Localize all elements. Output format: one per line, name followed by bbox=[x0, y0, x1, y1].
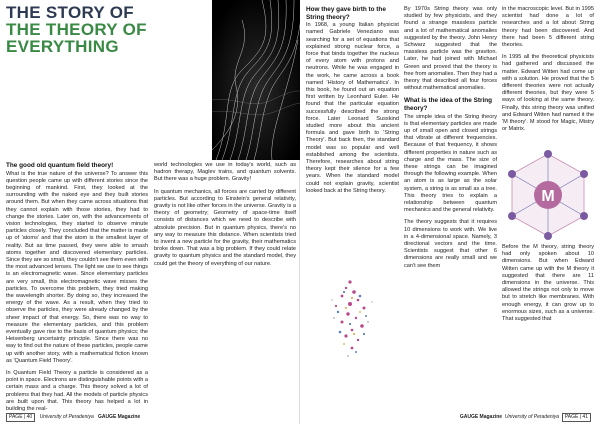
section-heading-string-idea: What is the idea of the String theory? bbox=[404, 97, 493, 113]
left-column-2 bbox=[154, 162, 296, 408]
strings-illustration bbox=[212, 0, 300, 160]
left-page-footer bbox=[6, 413, 140, 422]
footer-magazine: GAUGE Magazine bbox=[459, 414, 503, 420]
vibrating-strings-graphic bbox=[212, 0, 300, 160]
paragraph: In quantum mechanics, all forces are carried by different particles. But according to Einstein's general relativity, gravity is not like other forces in the universe. Gravity is a theory of geometry; Geometry of space-time itself consists of distances which we need to describe with absolute precision. But in quantum physics, there's no any way to measure this distance. When scientists tried to invent a new particle for the gravity, their mathematics broke down. That was a big problem. If they could relate gravity to quantum physics and the standard model, they could get the theory of everything of our nature. bbox=[154, 188, 296, 267]
left-column-1 bbox=[6, 162, 149, 413]
title-line-2: THE THEORY OF EVERYTHING bbox=[6, 20, 147, 56]
right-page bbox=[300, 0, 600, 424]
paragraph: In 1968, a young Italian physicist named Gabriele Veneziano was searching for a set of equations that explained strong nuclear force, a force that binds together the nucleus of every atom with protons and neutrons. While he was engaged in the work, he came across a book named 'History of Mathematics'. In this book, he found out an equation first written by Leonhard Euler. He found that the particular equation successfully described the strong force. Later Leonard Susskind studied more about this ancient formula and gave birth to 'String Theory'. But back then, the standard model was so popular and well established among the scientists. Therefore, researches about string theory kept their silence for a few years. When the standard model could not explain gravity, scientist looked back at the String theory. bbox=[306, 22, 399, 194]
particles-graphic bbox=[306, 272, 399, 362]
footer-university: University of Peradeniya bbox=[39, 414, 94, 420]
m-theory-illustration bbox=[506, 150, 590, 240]
right-column-1 bbox=[306, 6, 399, 270]
paragraph: By 1970s String theory was only studied by few physicists, and they found a strange massless particle and a lot of mathematical anomalies suggested by the theory. John Henry Schwarz suggested that the massless particle was the graviton. Later, he had joined with Michael Green and proved that the theory is free from anomalies. Then they had a theory that described all four forces without mathematical anomalies. bbox=[404, 6, 497, 92]
paragraph: in the macroscopic level. But in 1995 scientist had done a lot of researches and a lot about String theory had been discovered. And there had been 5 different string theories. bbox=[502, 6, 594, 49]
paragraph: world technologies we use in today's world, such as hadron therapy, Maglev trains, and quantum solvents. But there was a huge problem. Gravity! bbox=[154, 162, 296, 183]
footer-university: University of Peradeniya bbox=[504, 414, 560, 420]
page-number: PAGE | 41 bbox=[562, 413, 591, 422]
m-theory-graphic bbox=[506, 150, 590, 240]
right-column-3-lower bbox=[502, 244, 594, 410]
right-column-2 bbox=[404, 6, 497, 406]
page-number: PAGE | 40 bbox=[6, 413, 35, 422]
paragraph: The simple idea of the String theory is that elementary particles are made up of small open and closed strings that vibrate at different frequencies. Because of that frequency, it shows different properties in nature such as charge and the mass. The size of these strings can be imagined through the following example. When an atom is as large as the solar system, a string is as small as a tree. This theory tries to explain a relationship between quantum mechanics and the general relativity. bbox=[404, 113, 497, 214]
paragraph: In Quantum Field Theory a particle is considered as a point in space. Electrons are distinguishable points with a certain mass and a charge. This theory solved a lot of problems that they had. All the models of particle physics are built upon that. This theory has helped a lot in building the real- bbox=[6, 370, 148, 413]
section-heading-string-birth: How they gave birth to the String theory? bbox=[306, 6, 386, 21]
particle-cluster-illustration bbox=[306, 272, 399, 362]
m-theory-letter: M bbox=[541, 188, 555, 205]
section-heading-quantum-field: The good old quantum field theory! bbox=[6, 162, 114, 169]
title-line-1: THE STORY OF bbox=[6, 3, 134, 22]
footer-magazine: GAUGE Magazine bbox=[97, 414, 141, 420]
right-column-3 bbox=[502, 6, 594, 148]
right-page-footer bbox=[460, 413, 594, 422]
paragraph: The theory suggests that it requires 10 dimensions to work with. We live in a 4-dimensional space. Namely, 3 directional vectors and the time. Scientists suggest that other 6 dimensions are really small and we can't see them bbox=[404, 219, 497, 269]
article-title bbox=[6, 4, 210, 55]
paragraph: What is the true nature of the universe? To answer this question people came up with different stories since the beginning of mankind. First, they looked at the surrounding with the naked eye and they built stories around them. But when they came across situations that they cannot explain with those stories, they had to change the stories. Later on, with the advancements of vision technologies, they started to observe minute particles closely. They concluded that the matter is made up of 'atoms' and that the atom is the smallest layer of reality. But as time passed, they were able to smash atoms together and discovered elementary particles. Since they are so small, they couldn't see them even with the most advanced lenses. The light we use to see things is an electromagnetic wave. Since elementary particles are very small, this electromagnetic wave misses the particles. To overcome this problem, they tried making the wavelength shorter. By doing so, they increased the energy of the wave. As a result, when they tried to observe the particles, they were already changed by the sheer impact of that energy. So, there was no way to measure the elementary particles, and this problem eventually gave rise to the basis of quantum physics; the Heisenberg uncertainty principle. Since there was no way to find out the nature of these particles, people came up with another story, with a mathematical fiction known as 'Quantum Field Theory'. bbox=[6, 170, 149, 364]
paragraph: Before the M theory, string theory had only spoken about 10 dimensions. But when Edward Witten came up with the M theory it suggested that there are 11 dimensions in the universe. This allowed the strings not only to move but to stretch like membranes. With enough energy, it can grow up to enormous sizes, such as a universe. That suggested that bbox=[502, 244, 594, 323]
paragraph: In 1995 all the theoretical physicists had gathered and discussed the matter. Edward Witten had come up with a solution. He proved that the 5 different theories were not actually different theories, but they were 5 ways of looking at the same theory. Finally, this string theory was unified and Edward Witten had named it the 'M theory'. M stood for Magic, Mistry or Matrix. bbox=[502, 54, 594, 133]
